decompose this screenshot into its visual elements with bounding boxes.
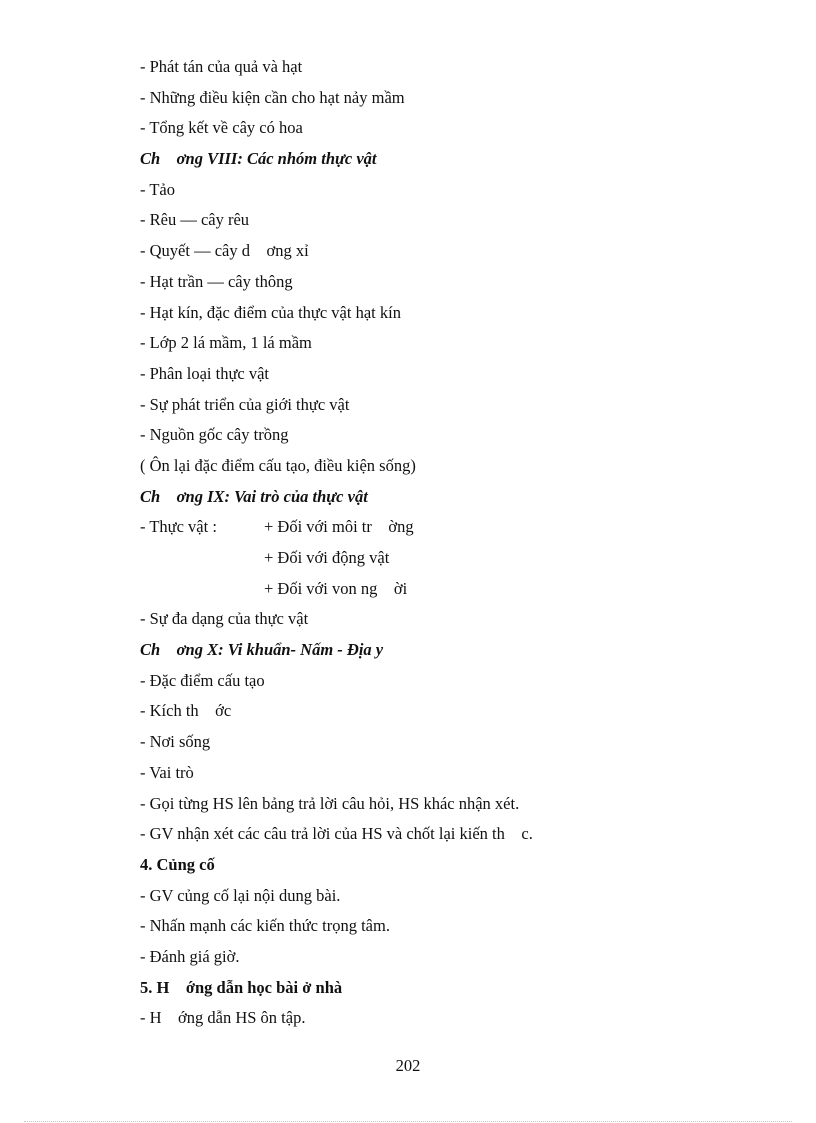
document-body (140, 52, 760, 1034)
chapter-heading: Ch ơng X: Vi khuẩn- Nấm - Địa y (140, 640, 384, 660)
list-item: - Gọi từng HS lên bảng trả lời câu hỏi, HS khác nhận xét. (140, 793, 520, 813)
list-item: - Vai trò (140, 762, 194, 782)
list-item-lead: - Thực vật : (140, 517, 217, 537)
list-item: - Tổng kết về cây có hoa (140, 118, 303, 138)
list-item: - Hạt trần — cây thông (140, 271, 293, 291)
sub-list-item: + Đối với von ng ời (264, 578, 408, 598)
list-item: - Đánh giá giờ. (140, 946, 240, 966)
list-item: - Sự đa dạng của thực vật (140, 609, 309, 629)
list-item (140, 512, 760, 543)
section-heading: 4. Củng cố (140, 854, 215, 874)
list-item: - Kích th ớc (140, 701, 232, 721)
list-item: - GV củng cố lại nội dung bài. (140, 885, 341, 905)
footer-divider (24, 1121, 792, 1122)
list-item-text: + Đối với môi tr ờng (264, 517, 414, 537)
list-item: - Phát tán của quả và hạt (140, 57, 303, 76)
list-item: - Phân loại thực vật (140, 363, 269, 383)
chapter-heading: Ch ơng IX: Vai trò của thực vật (140, 486, 368, 506)
list-item: - H ớng dẫn HS ôn tập. (140, 1008, 306, 1028)
list-item: - Sự phát triển của giới thực vật (140, 394, 350, 414)
list-item: - Những điều kiện cần cho hạt nảy mầm (140, 87, 405, 107)
list-item: - Rêu — cây rêu (140, 210, 250, 230)
list-item: - Tảo (140, 179, 175, 199)
section-heading: 5. H ớng dẫn học bài ở nhà (140, 977, 343, 997)
list-item: ( Ôn lại đặc điểm cấu tạo, điều kiện sống) (140, 455, 416, 475)
list-item: - Nguồn gốc cây trồng (140, 425, 289, 445)
list-item: - GV nhận xét các câu trả lời của HS và chốt lại kiến th c. (140, 824, 533, 844)
page-number: 202 (395, 1056, 421, 1075)
chapter-heading: Ch ơng VIII: Các nhóm thực vật (140, 149, 377, 169)
list-item: - Quyết — cây d ơng xỉ (140, 241, 309, 261)
list-item: - Nhấn mạnh các kiến thức trọng tâm. (140, 916, 390, 936)
sub-list-item: + Đối với động vật (264, 548, 390, 567)
list-item: - Hạt kín, đặc điểm của thực vật hạt kín (140, 302, 401, 322)
list-item: - Lớp 2 lá mầm, 1 lá mầm (140, 333, 312, 353)
list-item: - Đặc điểm cấu tạo (140, 670, 265, 690)
list-item: - Nơi sống (140, 732, 211, 752)
